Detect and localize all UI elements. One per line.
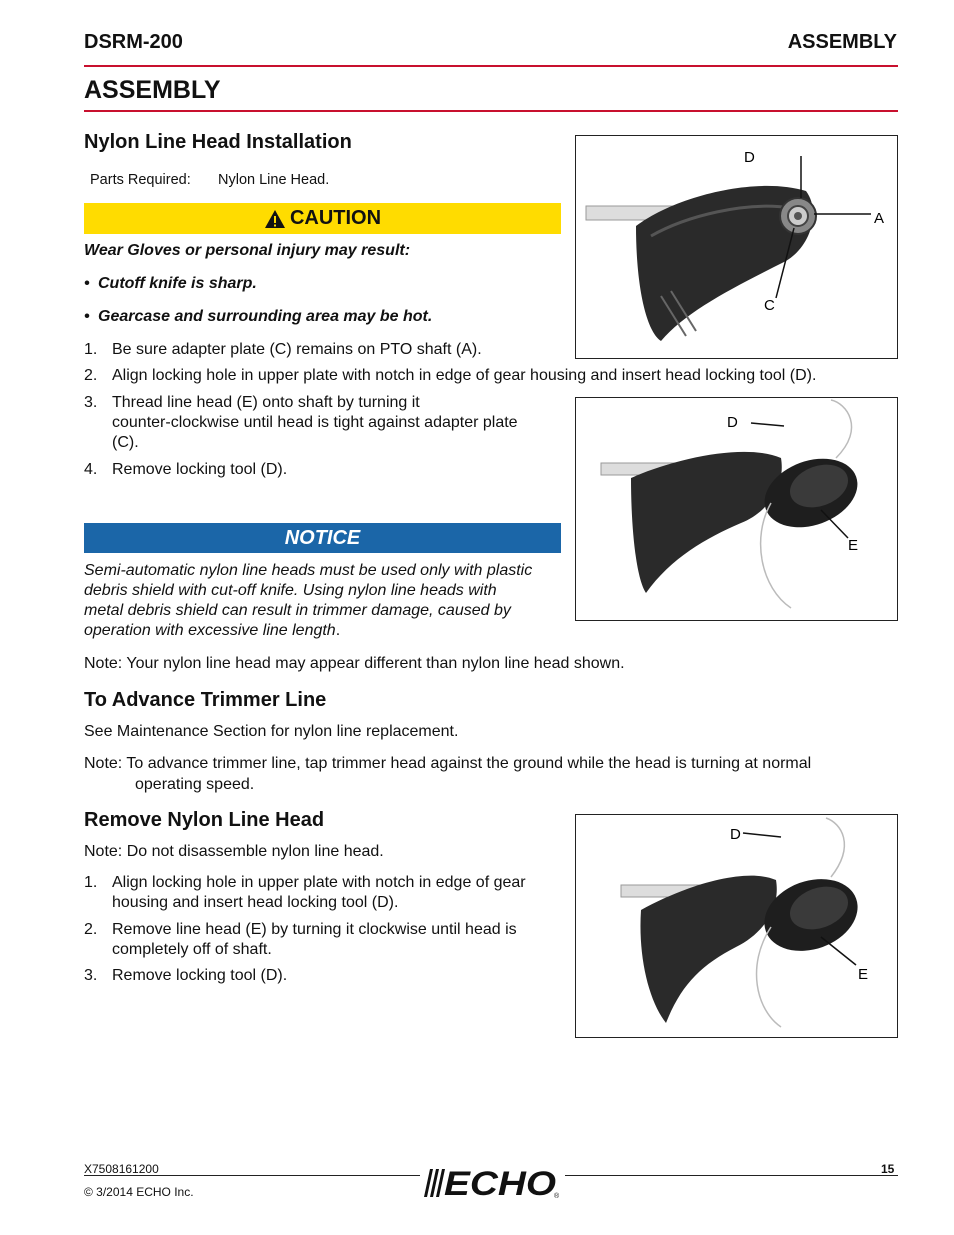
parts-label: Parts Required: bbox=[90, 172, 191, 188]
header-model: DSRM-200 bbox=[84, 31, 183, 53]
caution-bullet: Gearcase and surrounding area may be hot. bbox=[98, 308, 433, 325]
install-note: Note: Your nylon line head may appear different than nylon line head shown. bbox=[84, 655, 625, 672]
caution-label: CAUTION bbox=[289, 207, 382, 229]
figure-thread-head bbox=[575, 397, 898, 621]
page-title: ASSEMBLY bbox=[84, 76, 221, 104]
remove-note: Note: Do not disassemble nylon line head. bbox=[84, 843, 384, 860]
trimmer-head-illustration bbox=[576, 815, 897, 1037]
part-number: X7508161200 bbox=[84, 1162, 159, 1176]
notice-banner bbox=[84, 523, 561, 553]
caution-bullet-marker: • bbox=[84, 275, 90, 292]
copyright: © 3/2014 ECHO Inc. bbox=[84, 1185, 194, 1199]
page-number: 15 bbox=[881, 1162, 895, 1176]
label-e: E bbox=[848, 537, 859, 554]
footer-rule-right bbox=[565, 1175, 898, 1176]
caution-banner bbox=[84, 203, 561, 234]
header-section: ASSEMBLY bbox=[787, 31, 897, 53]
label-d: D bbox=[730, 826, 741, 843]
notice-line-last: operation with excessive line length. bbox=[84, 622, 341, 639]
caution-bullet-marker: • bbox=[84, 308, 90, 325]
remove-heading: Remove Nylon Line Head bbox=[84, 809, 325, 831]
trimmer-head-illustration bbox=[576, 398, 897, 620]
notice-label: NOTICE bbox=[284, 526, 361, 549]
title-rule bbox=[84, 110, 898, 112]
notice-line: debris shield with cut-off knife. Using nylon line heads with bbox=[84, 582, 497, 599]
figure-remove-head bbox=[575, 814, 898, 1038]
install-heading: Nylon Line Head Installation bbox=[84, 131, 352, 153]
header-rule bbox=[84, 65, 898, 67]
notice-line: Semi-automatic nylon line heads must be used only with plastic bbox=[84, 562, 533, 579]
trimmer-head-illustration bbox=[576, 136, 897, 358]
advance-text: See Maintenance Section for nylon line replacement. bbox=[84, 723, 459, 740]
caution-intro: Wear Gloves or personal injury may result: bbox=[84, 242, 411, 259]
advance-note: Note: To advance trimmer line, tap trimmer head against the ground while the head is turning at normal bbox=[84, 755, 812, 772]
advance-note-cont: operating speed. bbox=[135, 776, 255, 793]
label-c: C bbox=[764, 297, 775, 314]
svg-text:®: ® bbox=[554, 1193, 560, 1199]
echo-logo-icon bbox=[422, 1163, 562, 1199]
parts-value: Nylon Line Head. bbox=[218, 172, 330, 188]
svg-text:ECHO: ECHO bbox=[444, 1165, 556, 1199]
label-e: E bbox=[858, 966, 869, 983]
figure-pto-shaft bbox=[575, 135, 898, 359]
label-d: D bbox=[744, 149, 755, 166]
label-d: D bbox=[727, 414, 738, 431]
label-a: A bbox=[874, 210, 885, 227]
advance-heading: To Advance Trimmer Line bbox=[84, 689, 327, 711]
echo-logo bbox=[422, 1163, 562, 1199]
caution-bullet: Cutoff knife is sharp. bbox=[98, 275, 257, 292]
warning-triangle-icon bbox=[264, 209, 286, 229]
notice-line: metal debris shield can result in trimmer damage, caused by bbox=[84, 602, 511, 619]
